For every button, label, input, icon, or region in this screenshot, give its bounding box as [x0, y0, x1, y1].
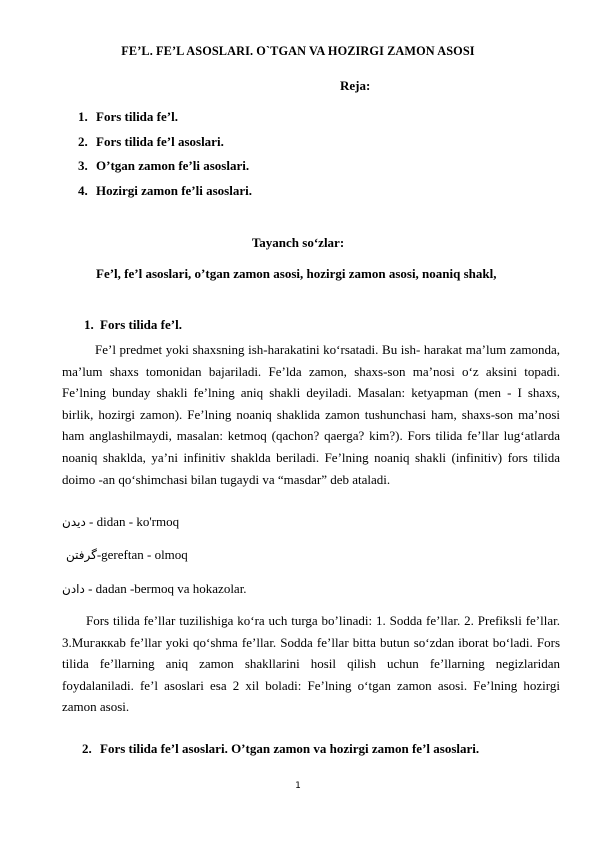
section-title: Fors tilida fe’l.	[100, 317, 182, 332]
example-gloss: - didan - ko'rmoq	[85, 514, 180, 529]
keywords-text: Fe’l, fe’l asoslari, o’tgan zamon asosi, hozirgi zamon asosi, noaniq shakl,	[96, 266, 497, 281]
plan-item	[78, 108, 252, 133]
plan-heading: Reja:	[340, 78, 371, 93]
plan-item-text: O’tgan zamon fe’li asoslari.	[96, 158, 250, 173]
document-title: FE’L. FE’L ASOSLARI. O`TGAN VA HOZIRGI ZAMON ASOSI	[121, 44, 475, 58]
plan-item	[78, 133, 252, 158]
example-gloss: - dadan -bermoq va hokazolar.	[84, 581, 247, 596]
section-heading	[84, 317, 182, 333]
plan-item-text: Fors tilida fe’l asoslari.	[96, 133, 224, 149]
plan-item-text: Hozirgi zamon fe’li asoslari.	[96, 182, 252, 198]
section-number: 2.	[82, 741, 92, 756]
section-title: Fors tilida fe’l asoslari. O’tgan zamon va hozirgi zamon fe’l asoslari.	[100, 741, 480, 756]
persian-word: دادن	[62, 582, 85, 596]
section-heading	[82, 741, 479, 757]
persian-word: دیدن	[62, 515, 86, 529]
example-gloss: -gereftan - olmoq	[96, 547, 188, 562]
plan-item-number: 2.	[78, 133, 88, 149]
plan-list	[78, 108, 252, 206]
example-line	[62, 514, 179, 530]
plan-item	[78, 157, 252, 182]
plan-item	[78, 182, 252, 207]
plan-item-text: Fors tilida fe’l.	[96, 109, 178, 124]
section-number: 1.	[84, 317, 94, 332]
page-number: 1	[295, 781, 301, 791]
plan-item-number: 1.	[78, 109, 88, 124]
plan-item-number: 3.	[78, 158, 88, 173]
keywords-heading: Tayanch so‘zlar:	[251, 235, 345, 250]
example-line	[66, 547, 188, 563]
body-paragraph: Fe’l predmet yoki shaxsning ish-harakatini ko‘rsatadi. Bu ish- harakat ma’lum zamonda, ma’lum shaxs tomonidan bajariladi. Fe’lda zamon, shaxs-son ma’nosi o‘z aksini topadi. Fe’lning bunday shakli fe’lning aniq shakli deyiladi. Masalan: ketyapman (men - I shaxs, birlik, hozirgi zamon). Fe’lning noaniq shaklida zamon tushunchasi ham, shaxs-son ma’nosi ham anglashilmaydi, masalan: ketmoq (qachon? qaerga? kim?). Fors tilida fe’llar lug‘atlarda noaniq shaklda, ya’ni infinitiv shaklda beriladi. Fe’lning noaniq shakli (infinitiv) fors tilida doimo -an qo‘shimchasi bilan tugaydi va “masdar” deb ataladi.	[62, 342, 560, 487]
body-paragraph: Fors tilida fe’llar tuzilishiga ko‘ra uch turga bo’linadi: 1. Sodda fe’llar. 2. Prefiksli fe’llar. 3.Мuгaккab fe’llar yoki qo‘shma fe’llar. Sodda fe’llar bitta butun so‘zdan iborat bo‘ladi. Fors tilida fe’llarning aniq zamon shakllarini hosil qilish uchun fe’llarning negizlaridan foydalaniladi. fe’l asoslari esa 2 xil boladi: Fe’lning o‘tgan zamon asosi. Fe’lning hozirgi zamon asosi.	[62, 613, 560, 715]
example-line	[62, 581, 247, 597]
plan-item-number: 4.	[78, 182, 88, 198]
persian-word: گرفتن	[66, 548, 97, 562]
